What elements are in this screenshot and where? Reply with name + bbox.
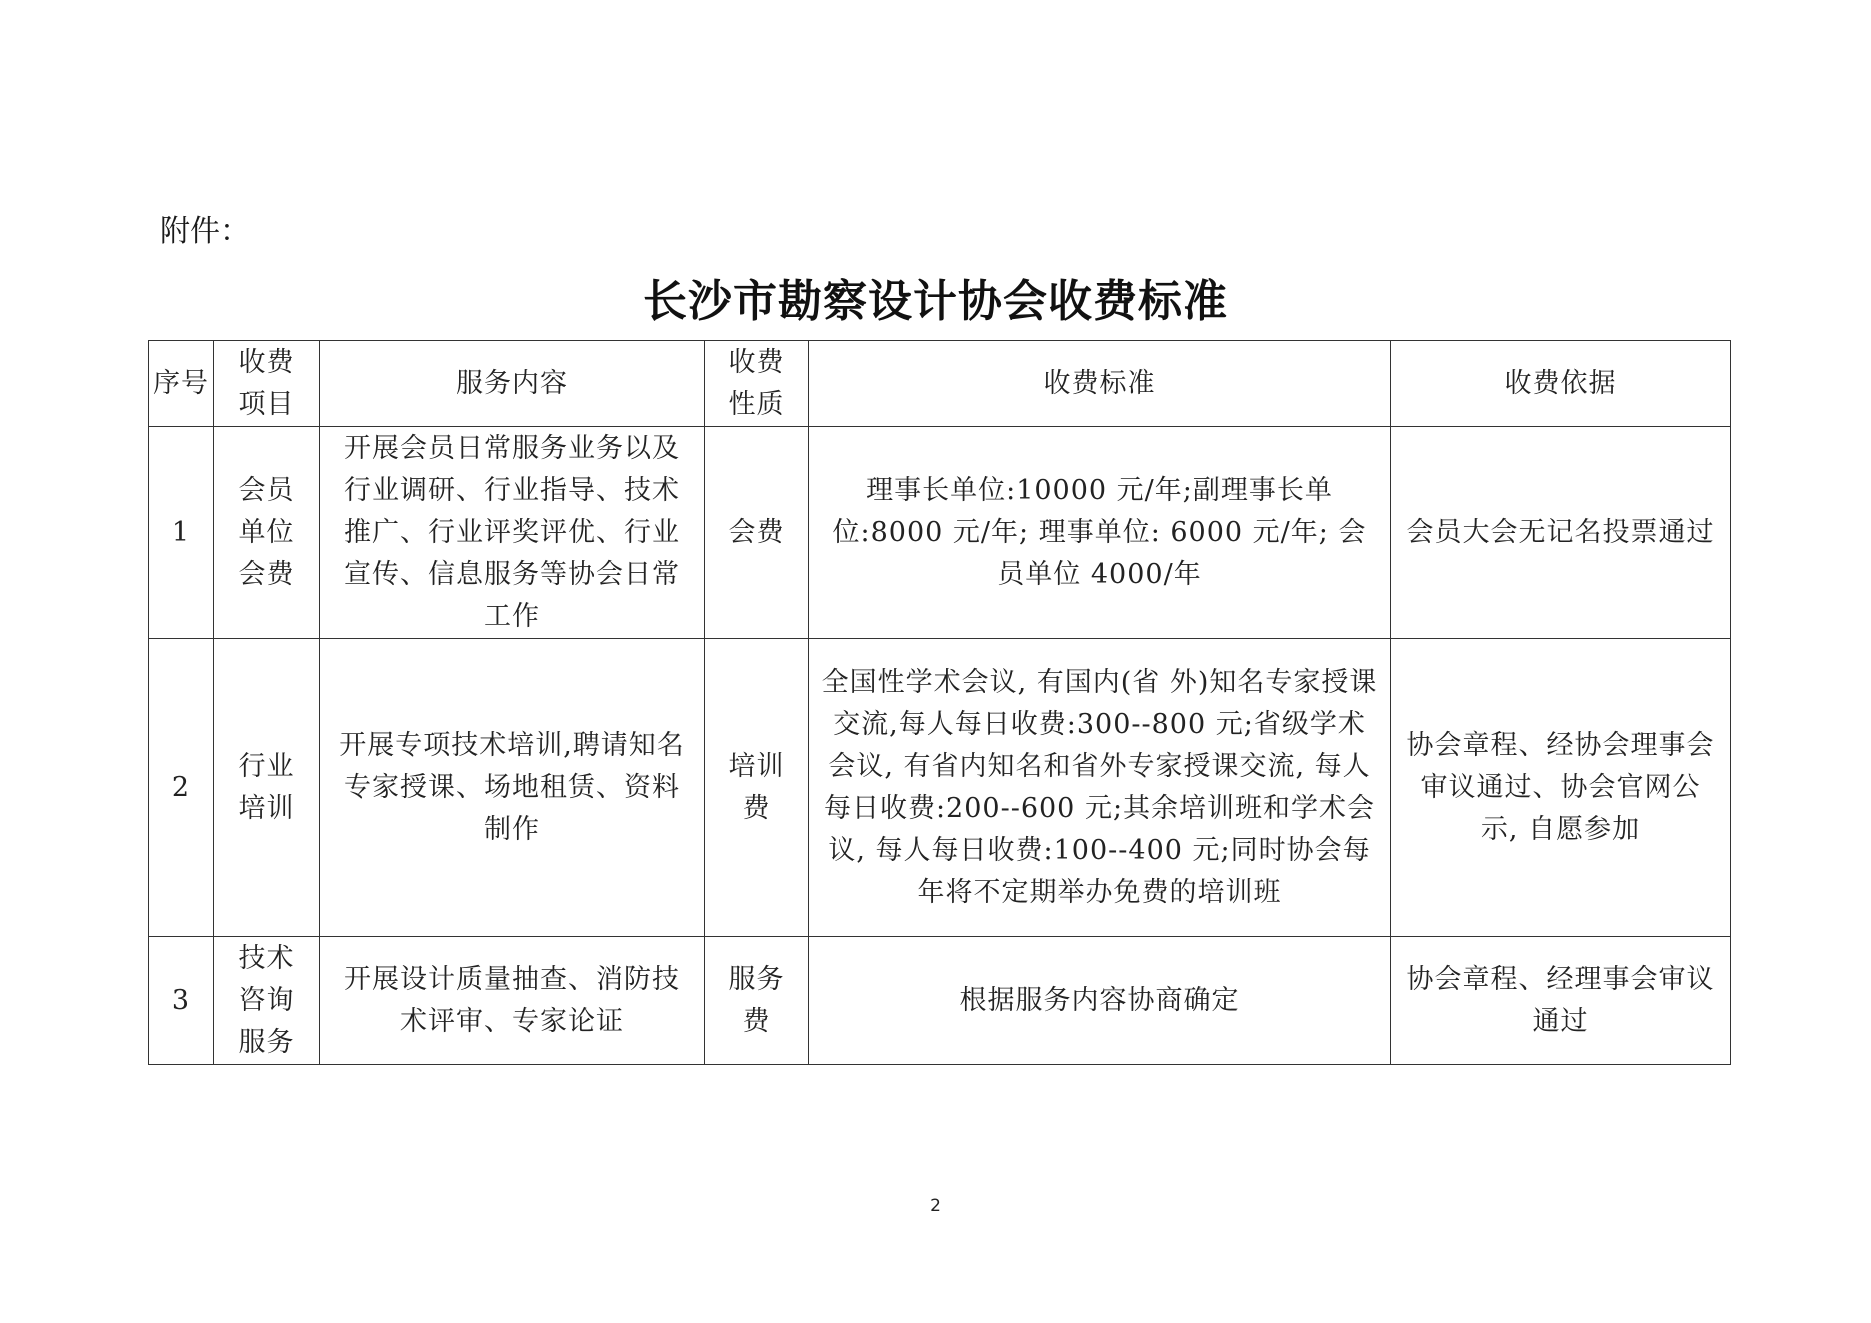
table-row [149,427,1731,639]
table-header-row [149,341,1731,427]
page-number: 2 [930,1196,941,1216]
row-standard: 全国性学术会议, 有国内(省 外)知名专家授课交流,每人每日收费:300--800 元;省级学术会议, 有省内知名和省外专家授课交流, 每人每日收费:200--600 元;其余培训班和学术会议, 每人每日收费:100--400 元;同时协会每年将不定期举办免费的培训班 [809,639,1391,937]
row-nature: 培训费 [705,639,809,937]
row-item: 技术咨询服务 [214,937,320,1065]
fee-standard-table [148,340,1731,1065]
header-basis: 收费依据 [1391,341,1731,427]
row-item: 行业培训 [214,639,320,937]
row-content: 开展专项技术培训,聘请知名专家授课、场地租赁、资料制作 [320,639,705,937]
row-basis: 协会章程、经协会理事会审议通过、协会官网公示, 自愿参加 [1391,639,1731,937]
row-nature: 会费 [705,427,809,639]
row-basis: 协会章程、经理事会审议通过 [1391,937,1731,1065]
header-content: 服务内容 [320,341,705,427]
header-nature: 收费性质 [705,341,809,427]
row-item: 会员单位会费 [214,427,320,639]
header-standard: 收费标准 [809,341,1391,427]
header-no: 序号 [149,341,214,427]
row-no: 3 [149,937,214,1065]
row-no: 1 [149,427,214,639]
row-content: 开展会员日常服务业务以及行业调研、行业指导、技术推广、行业评奖评优、行业宣传、信息服务等协会日常工作 [320,427,705,639]
row-standard: 根据服务内容协商确定 [809,937,1391,1065]
row-nature: 服务费 [705,937,809,1065]
row-no: 2 [149,639,214,937]
row-content: 开展设计质量抽查、消防技术评审、专家论证 [320,937,705,1065]
table-row [149,639,1731,937]
attachment-label: 附件： [160,214,250,249]
row-standard: 理事长单位:10000 元/年;副理事长单位:8000 元/年; 理事单位: 6000 元/年; 会员单位 4000/年 [809,427,1391,639]
document-title: 长沙市勘察设计协会收费标准 [643,276,1228,327]
row-basis: 会员大会无记名投票通过 [1391,427,1731,639]
table-row [149,937,1731,1065]
header-item: 收费项目 [214,341,320,427]
